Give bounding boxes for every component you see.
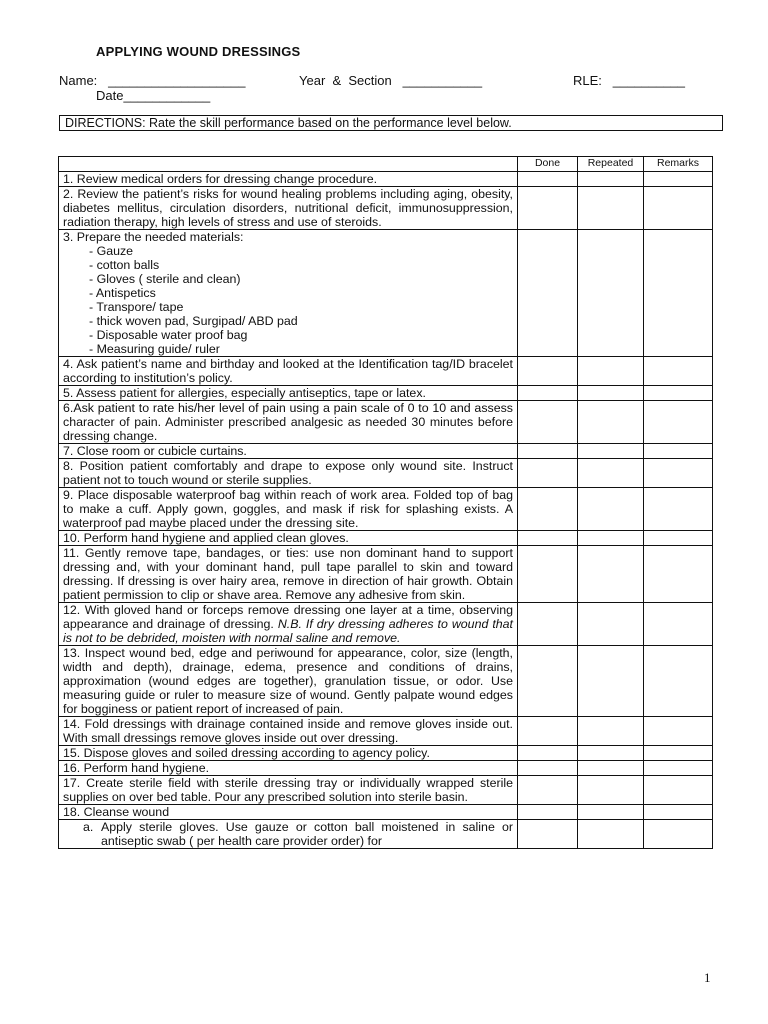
- remarks-cell[interactable]: [644, 386, 713, 401]
- material-item: - thick woven pad, Surgipad/ ABD pad: [89, 314, 298, 328]
- remarks-cell[interactable]: [644, 357, 713, 386]
- remarks-cell[interactable]: [644, 444, 713, 459]
- remarks-column-header: Remarks: [644, 157, 713, 172]
- repeated-cell[interactable]: [578, 386, 644, 401]
- done-cell[interactable]: [518, 820, 578, 849]
- step-text: 5. Assess patient for allergies, especially antiseptics, tape or latex.: [59, 386, 518, 401]
- remarks-cell[interactable]: [644, 761, 713, 776]
- table-row: [59, 357, 713, 386]
- step-text: 4. Ask patient’s name and birthday and looked at the Identification tag/ID bracelet according to institution’s policy.: [59, 357, 518, 386]
- remarks-cell[interactable]: [644, 488, 713, 531]
- material-item: - Gauze: [89, 244, 134, 258]
- material-item: - Gloves ( sterile and clean): [89, 272, 241, 286]
- directions-box: DIRECTIONS: Rate the skill performance based on the performance level below.: [59, 115, 723, 131]
- table-row: [59, 717, 713, 746]
- step-text: 7. Close room or cubicle curtains.: [59, 444, 518, 459]
- substep: [59, 820, 518, 849]
- table-row: [59, 386, 713, 401]
- done-column-header: Done: [518, 157, 578, 172]
- remarks-cell[interactable]: [644, 805, 713, 820]
- repeated-cell[interactable]: [578, 603, 644, 646]
- repeated-cell[interactable]: [578, 805, 644, 820]
- table-row: [59, 172, 713, 187]
- repeated-cell[interactable]: [578, 401, 644, 444]
- done-cell[interactable]: [518, 488, 578, 531]
- step-text: 8. Position patient comfortably and drape to expose only wound site. Instruct patient not to touch wound or sterile supplies.: [59, 459, 518, 488]
- remarks-cell[interactable]: [644, 603, 713, 646]
- name-field[interactable]: Name: ___________________: [59, 73, 246, 88]
- step-text: 3. Prepare the needed materials:: [63, 230, 244, 244]
- date-field[interactable]: Date____________: [96, 88, 211, 103]
- step-text: 17. Create sterile field with sterile dressing tray or individually wrapped sterile supplies on over bed table. Pour any prescribed solution into sterile basin.: [59, 776, 518, 805]
- remarks-cell[interactable]: [644, 717, 713, 746]
- step-column-header: [59, 157, 518, 172]
- repeated-cell[interactable]: [578, 717, 644, 746]
- skills-checklist-table: [58, 156, 713, 849]
- done-cell[interactable]: [518, 761, 578, 776]
- page-number: 1: [704, 970, 711, 985]
- table-row: [59, 488, 713, 531]
- done-cell[interactable]: [518, 646, 578, 717]
- done-cell[interactable]: [518, 776, 578, 805]
- remarks-cell[interactable]: [644, 459, 713, 488]
- remarks-cell[interactable]: [644, 646, 713, 717]
- done-cell[interactable]: [518, 531, 578, 546]
- done-cell[interactable]: [518, 459, 578, 488]
- remarks-cell[interactable]: [644, 776, 713, 805]
- table-row: [59, 805, 713, 820]
- table-row: [59, 459, 713, 488]
- material-item: - Transpore/ tape: [89, 300, 184, 314]
- table-row: [59, 646, 713, 717]
- repeated-cell[interactable]: [578, 488, 644, 531]
- repeated-column-header: Repeated: [578, 157, 644, 172]
- step-text: 10. Perform hand hygiene and applied clean gloves.: [59, 531, 518, 546]
- step-text: 16. Perform hand hygiene.: [59, 761, 518, 776]
- step-text: 11. Gently remove tape, bandages, or ties: use non dominant hand to support dressing and, with your dominant hand, pull tape parallel to skin and toward dressing. If dressing is over hairy area, remove in direction of hair growth. Obtain patient permission to clip or shave area. Remove any adhesive from skin.: [59, 546, 518, 603]
- step-text: 9. Place disposable waterproof bag within reach of work area. Folded top of bag to make a cuff. Apply gown, goggles, and mask if risk for splashing exists. A waterproof pad maybe placed under the dressing site.: [59, 488, 518, 531]
- done-cell[interactable]: [518, 187, 578, 230]
- rle-field[interactable]: RLE: __________: [573, 73, 686, 88]
- done-cell[interactable]: [518, 172, 578, 187]
- table-row: [59, 820, 713, 849]
- table-row: [59, 401, 713, 444]
- material-item: - cotton balls: [89, 258, 160, 272]
- repeated-cell[interactable]: [578, 531, 644, 546]
- document-title: APPLYING WOUND DRESSINGS: [96, 44, 301, 59]
- repeated-cell[interactable]: [578, 187, 644, 230]
- repeated-cell[interactable]: [578, 776, 644, 805]
- done-cell[interactable]: [518, 401, 578, 444]
- done-cell[interactable]: [518, 746, 578, 761]
- remarks-cell[interactable]: [644, 820, 713, 849]
- repeated-cell[interactable]: [578, 746, 644, 761]
- done-cell[interactable]: [518, 386, 578, 401]
- table-header-row: [59, 157, 713, 172]
- table-row: [59, 776, 713, 805]
- table-row: [59, 546, 713, 603]
- step-materials: [59, 230, 518, 357]
- repeated-cell[interactable]: [578, 459, 644, 488]
- repeated-cell[interactable]: [578, 546, 644, 603]
- done-cell[interactable]: [518, 357, 578, 386]
- table-row: [59, 444, 713, 459]
- table-row: [59, 230, 713, 357]
- table-row: [59, 746, 713, 761]
- repeated-cell[interactable]: [578, 761, 644, 776]
- remarks-cell[interactable]: [644, 172, 713, 187]
- step-text: 13. Inspect wound bed, edge and periwound for appearance, color, size (length, width and depth), drainage, edema, presence and conditions of drains, approximation (wound edges are together), granulation tissue, or odor. Use measuring guide or ruler to measure size of wound. Gently palpate wound edges for bogginess or patient report of increased of pain.: [59, 646, 518, 717]
- remarks-cell[interactable]: [644, 531, 713, 546]
- step-text: [59, 603, 518, 646]
- substep-text: Apply sterile gloves. Use gauze or cotton ball moistened in saline or antiseptic swab ( per health care provider order) for: [101, 820, 513, 848]
- done-cell[interactable]: [518, 717, 578, 746]
- step-note: N.B. If dry dressing adheres to wound that is not to be debrided, moisten with normal saline and remove.: [63, 617, 513, 645]
- step-text: 1. Review medical orders for dressing change procedure.: [59, 172, 518, 187]
- remarks-cell[interactable]: [644, 746, 713, 761]
- material-item: - Disposable water proof bag: [89, 328, 248, 342]
- table-row: [59, 187, 713, 230]
- done-cell[interactable]: [518, 805, 578, 820]
- repeated-cell[interactable]: [578, 444, 644, 459]
- material-item: - Antispetics: [89, 286, 156, 300]
- done-cell[interactable]: [518, 444, 578, 459]
- step-text: 6.Ask patient to rate his/her level of pain using a pain scale of 0 to 10 and assess character of pain. Administer prescribed analgesic as needed 30 minutes before dressing change.: [59, 401, 518, 444]
- step-text: 15. Dispose gloves and soiled dressing according to agency policy.: [59, 746, 518, 761]
- step-main-text: 12. With gloved hand or forceps remove dressing one layer at a time, observing appearance and drainage of dressing.: [63, 603, 513, 631]
- remarks-cell[interactable]: [644, 401, 713, 444]
- table-row: [59, 531, 713, 546]
- material-item: - Measuring guide/ ruler: [89, 342, 220, 356]
- remarks-cell[interactable]: [644, 546, 713, 603]
- year-section-field[interactable]: Year & Section ___________: [299, 73, 483, 88]
- step-text: 2. Review the patient’s risks for wound healing problems including aging, obesity, diabetes mellitus, circulation disorders, nutritional deficit, immunosuppression, radiation therapy, high levels of stress and use of steroids.: [59, 187, 518, 230]
- repeated-cell[interactable]: [578, 646, 644, 717]
- done-cell[interactable]: [518, 603, 578, 646]
- repeated-cell[interactable]: [578, 820, 644, 849]
- table-row: [59, 603, 713, 646]
- repeated-cell[interactable]: [578, 172, 644, 187]
- table-row: [59, 761, 713, 776]
- done-cell[interactable]: [518, 230, 578, 357]
- remarks-cell[interactable]: [644, 230, 713, 357]
- repeated-cell[interactable]: [578, 230, 644, 357]
- step-text: 18. Cleanse wound: [59, 805, 518, 820]
- substep-letter: a.: [83, 820, 94, 834]
- repeated-cell[interactable]: [578, 357, 644, 386]
- step-text: 14. Fold dressings with drainage contained inside and remove gloves inside out. With small dressings remove gloves inside out over dressing.: [59, 717, 518, 746]
- remarks-cell[interactable]: [644, 187, 713, 230]
- done-cell[interactable]: [518, 546, 578, 603]
